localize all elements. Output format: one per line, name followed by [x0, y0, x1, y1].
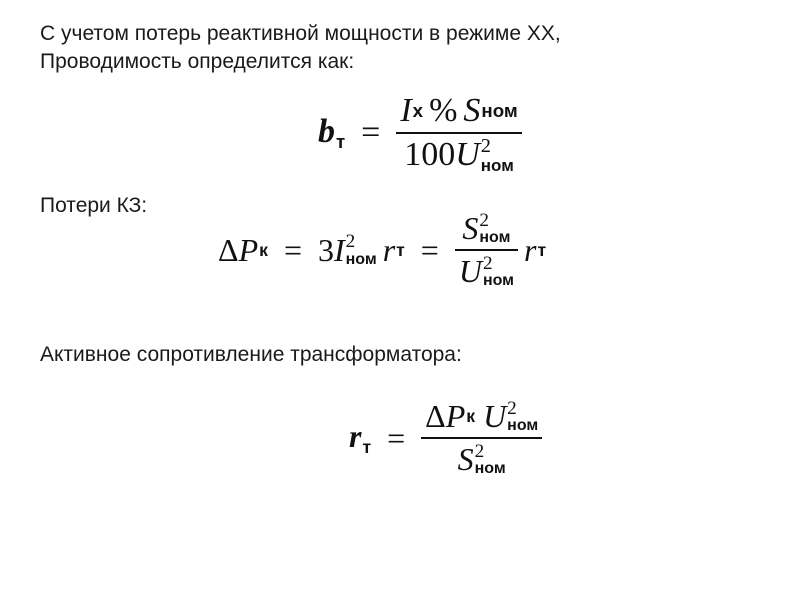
- voltage-u-indices: [481, 136, 514, 173]
- current-i: I: [400, 92, 412, 129]
- power-s: S: [457, 441, 474, 477]
- intro-line-2: Проводимость определится как:: [40, 50, 355, 73]
- percent-sign: %: [429, 92, 458, 129]
- power-s-subscript: ном: [474, 460, 506, 478]
- voltage-u: U: [458, 253, 482, 289]
- resistance-formula: [349, 398, 542, 478]
- losses-formula: [218, 210, 546, 290]
- losses-numerator: [458, 210, 514, 247]
- resistance-r-subscript: т: [362, 437, 372, 458]
- conductance-symbol: [318, 113, 345, 154]
- power-s-subscript: ном: [479, 229, 511, 247]
- current-i-indices: [346, 232, 377, 267]
- equals-sign: =: [387, 419, 406, 456]
- current-i-exponent: 2: [345, 231, 356, 253]
- voltage-u: U: [455, 136, 480, 173]
- power-s-indices: [475, 442, 506, 477]
- equals-sign: =: [361, 114, 381, 151]
- power-s-exponent: 2: [474, 440, 485, 462]
- delta-symbol: Δ: [218, 231, 239, 268]
- intro-line-1: С учетом потерь реактивной мощности в режиме ХХ,: [40, 22, 561, 45]
- power-s: S: [462, 210, 479, 246]
- voltage-u: U: [483, 398, 507, 434]
- losses-p-subscript: к: [259, 239, 268, 260]
- conductance-b: b: [318, 112, 335, 150]
- voltage-u-subscript: ном: [507, 417, 539, 435]
- conductance-fraction: [396, 92, 521, 174]
- fraction-bar: [455, 249, 518, 251]
- resistance-r-subscript: т: [396, 239, 405, 260]
- resistance-fraction: [421, 398, 542, 478]
- delta-symbol: Δ: [425, 398, 446, 434]
- voltage-u-exponent: 2: [482, 252, 493, 274]
- fraction-bar: [421, 437, 542, 439]
- current-i-subscript: х: [412, 100, 424, 121]
- resistance-r: r: [524, 231, 537, 268]
- resistance-label: Активное сопротивление трансформатора:: [40, 343, 462, 366]
- conductance-numerator: [396, 92, 521, 130]
- current-i: I: [333, 231, 345, 268]
- losses-p: P: [238, 231, 259, 268]
- resistance-r: r: [382, 231, 396, 268]
- resistance-symbol: [349, 418, 371, 458]
- fraction-bar: [396, 132, 521, 134]
- resistance-r-subscript: т: [537, 239, 547, 260]
- voltage-u-indices: [483, 254, 514, 289]
- conductance-formula: [318, 92, 522, 174]
- conductance-denominator: [400, 136, 518, 174]
- resistance-denominator: [454, 441, 510, 478]
- coefficient-100: 100: [404, 136, 456, 173]
- current-i-subscript: ном: [345, 250, 377, 268]
- losses-denominator: [455, 253, 518, 290]
- losses-p: P: [445, 398, 466, 434]
- losses-fraction: [455, 210, 518, 290]
- equals-sign: =: [283, 231, 302, 268]
- power-s: S: [463, 92, 481, 129]
- voltage-u-indices: [507, 399, 538, 434]
- conductance-b-subscript: т: [336, 131, 346, 153]
- losses-p-subscript: к: [466, 406, 476, 426]
- voltage-u-subscript: ном: [480, 155, 514, 175]
- short-circuit-label: Потери КЗ:: [40, 194, 148, 217]
- resistance-r: r: [349, 417, 362, 454]
- power-s-subscript: ном: [481, 100, 518, 121]
- voltage-u-exponent: 2: [480, 135, 491, 158]
- resistance-numerator: [421, 398, 542, 435]
- voltage-u-exponent: 2: [507, 397, 517, 419]
- power-s-exponent: 2: [479, 209, 489, 231]
- power-s-indices: [479, 211, 510, 246]
- coefficient-3: 3: [317, 231, 334, 268]
- voltage-u-subscript: ном: [482, 272, 514, 290]
- equals-sign: =: [420, 231, 439, 268]
